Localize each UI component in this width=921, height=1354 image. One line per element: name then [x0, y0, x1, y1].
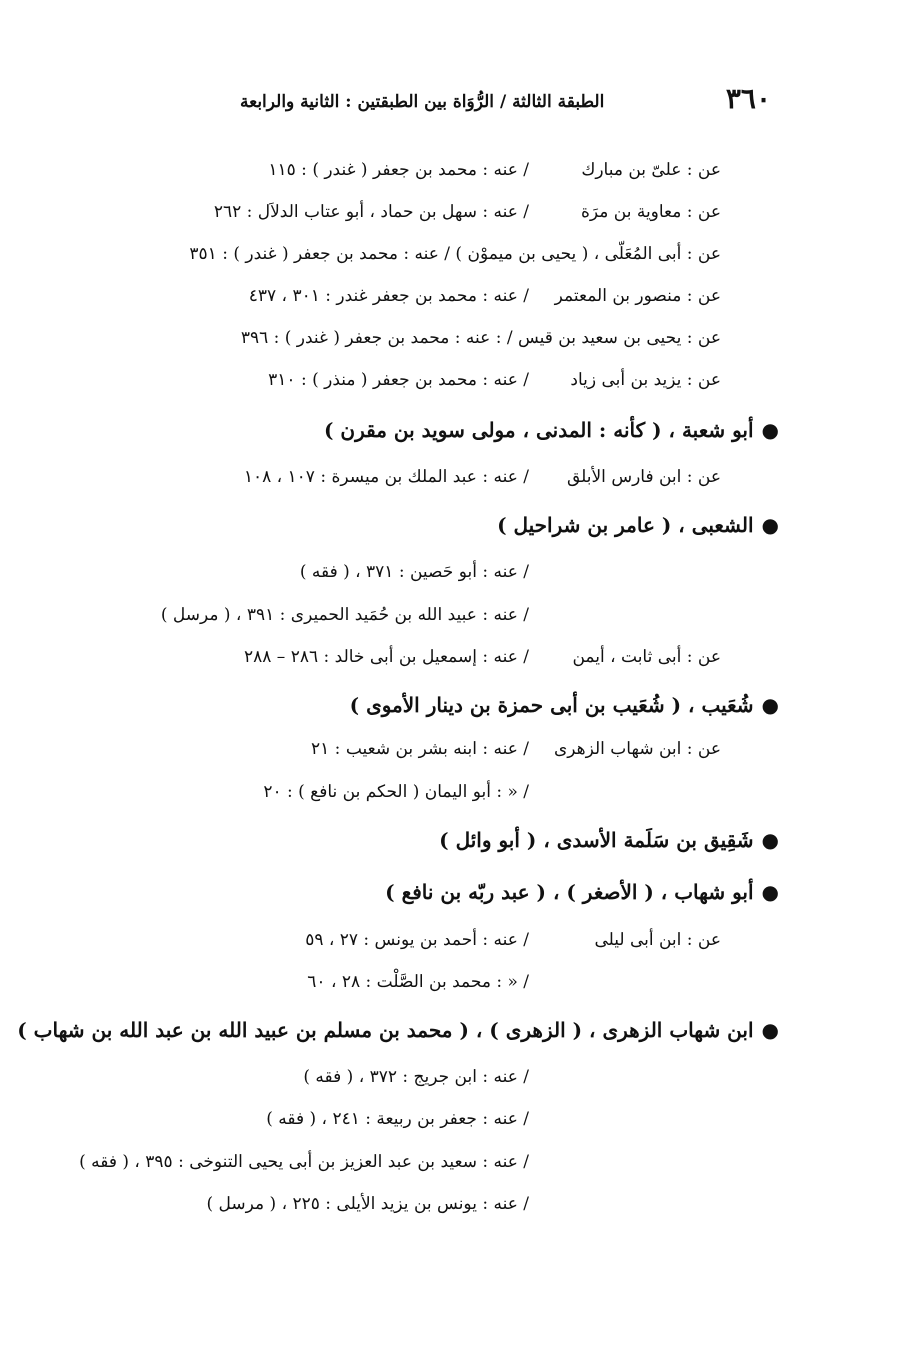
receiving-narrator: / عنه : جعفر بن ربيعة : ٢٤١ ، ( فقه ) — [266, 1109, 529, 1129]
transmission-line — [141, 928, 721, 952]
transmission-line — [241, 326, 721, 350]
receiving-narrator: / عنه : إسمعيل بن أبى خالد : ٢٨٦ – ٢٨٨ — [243, 647, 529, 667]
narrator-name: الشعبى ، ( عامر بن شراحيل ) — [497, 513, 754, 537]
narrator-heading — [497, 511, 779, 539]
receiving-narrator: / عنه : سعيد بن عبد العزيز بن أبى يحيى التنوخى : ٣٩٥ ، ( فقه ) — [79, 1152, 529, 1172]
transmission-line — [141, 200, 721, 224]
narrator-heading — [385, 878, 779, 906]
narrator-name: أبو شعبة ، ( كأنه : المدنى ، مولى سويد بن مقرن ) — [323, 418, 754, 442]
narrator-heading — [350, 691, 779, 719]
receiving-narrator: / عنه : أبو حَصين : ٣٧١ ، ( فقه ) — [299, 562, 529, 582]
receiving-narrator: / عنه : أحمد بن يونس : ٢٧ ، ٥٩ — [305, 930, 529, 950]
bullet-icon: ● — [761, 693, 779, 717]
bullet-icon: ● — [761, 513, 779, 537]
transmission-line — [141, 560, 721, 584]
source-narrator: عن : علىّ بن مبارك — [581, 160, 721, 180]
receiving-narrator: / عنه : يونس بن يزيد الأيلى : ٢٢٥ ، ( مرسل ) — [206, 1194, 529, 1214]
transmission-line — [141, 645, 721, 669]
receiving-narrator: / عنه : محمد بن جعفر غندر : ٣٠١ ، ٤٣٧ — [248, 286, 529, 306]
bullet-icon: ● — [761, 1018, 779, 1042]
receiving-narrator: / « : محمد بن الصَّلْت : ٢٨ ، ٦٠ — [307, 972, 529, 992]
receiving-narrator: / عنه : محمد بن جعفر ( منذر ) : ٣١٠ — [268, 370, 529, 390]
transmission-line — [141, 158, 721, 182]
receiving-narrator: / عنه : سهل بن حماد ، أبو عتاب الدلاَل : ٢٦٢ — [213, 202, 529, 222]
transmission-text: عن : يحيى بن سعيد بن قيس / : عنه : محمد بن جعفر ( غندر ) : ٣٩٦ — [240, 328, 721, 348]
narrator-heading — [439, 826, 779, 854]
source-narrator: عن : ابن شهاب الزهرى — [553, 739, 721, 759]
bullet-icon: ● — [761, 828, 779, 852]
source-narrator: عن : معاوية بن مرَة — [580, 202, 721, 222]
receiving-narrator: / « : أبو اليمان ( الحكم بن نافع ) : ٢٠ — [263, 782, 529, 802]
receiving-narrator: / عنه : ابنه بشر بن شعيب : ٢١ — [311, 739, 529, 759]
receiving-narrator: / عنه : محمد بن جعفر ( غندر ) : ١١٥ — [268, 160, 529, 180]
source-narrator: عن : يزيد بن أبى زياد — [570, 370, 721, 390]
narrator-name: ابن شهاب الزهرى ، ( الزهرى ) ، ( محمد بن مسلم بن عبيد الله بن عبد الله بن شهاب ) — [17, 1018, 754, 1042]
narrator-name: شُعَيب ، ( شُعَيب بن أبى حمزة بن دينار الأموى ) — [349, 693, 754, 717]
transmission-line — [141, 970, 721, 994]
bullet-icon: ● — [761, 418, 779, 442]
narrator-name: أبو شهاب ، ( الأصغر ) ، ( عبد ربّه بن نافع ) — [385, 880, 754, 904]
transmission-text: عن : أبى المُعَلّى ، ( يحيى بن ميموْن ) / عنه : محمد بن جعفر ( غندر ) : ٣٥١ — [189, 244, 721, 264]
transmission-line — [141, 737, 721, 761]
page-header — [240, 82, 771, 122]
bullet-icon: ● — [761, 880, 779, 904]
transmission-line — [141, 465, 721, 489]
transmission-line — [79, 1150, 721, 1174]
transmission-line — [141, 1107, 721, 1131]
narrator-heading — [17, 1016, 779, 1044]
source-narrator: عن : منصور بن المعتمر — [554, 286, 721, 306]
transmission-line — [141, 780, 721, 804]
transmission-line — [189, 242, 721, 266]
transmission-line — [141, 284, 721, 308]
narrator-name: شَقِيق بن سَلَمة الأسدى ، ( أبو وائل ) — [439, 828, 754, 852]
transmission-line — [141, 603, 721, 627]
receiving-narrator: / عنه : ابن جريج : ٣٧٢ ، ( فقه ) — [303, 1067, 529, 1087]
transmission-line — [141, 1192, 721, 1216]
receiving-narrator: / عنه : عبيد الله بن حُمَيد الحميرى : ٣٩١ ، ( مرسل ) — [160, 605, 529, 625]
transmission-line — [141, 368, 721, 392]
source-narrator: عن : ابن أبى ليلى — [594, 930, 721, 950]
source-narrator: عن : ابن فارس الأبلق — [566, 467, 721, 487]
page-number: ٣٦٠ — [725, 82, 771, 115]
running-title: الطبقة الثالثة / الرُّوَاة بين الطبقتين : الثانية والرابعة — [240, 92, 605, 112]
narrator-heading — [324, 416, 779, 444]
source-narrator: عن : أبى ثابت ، أيمن — [572, 647, 721, 667]
transmission-line — [141, 1065, 721, 1089]
receiving-narrator: / عنه : عبد الملك بن ميسرة : ١٠٧ ، ١٠٨ — [243, 467, 529, 487]
